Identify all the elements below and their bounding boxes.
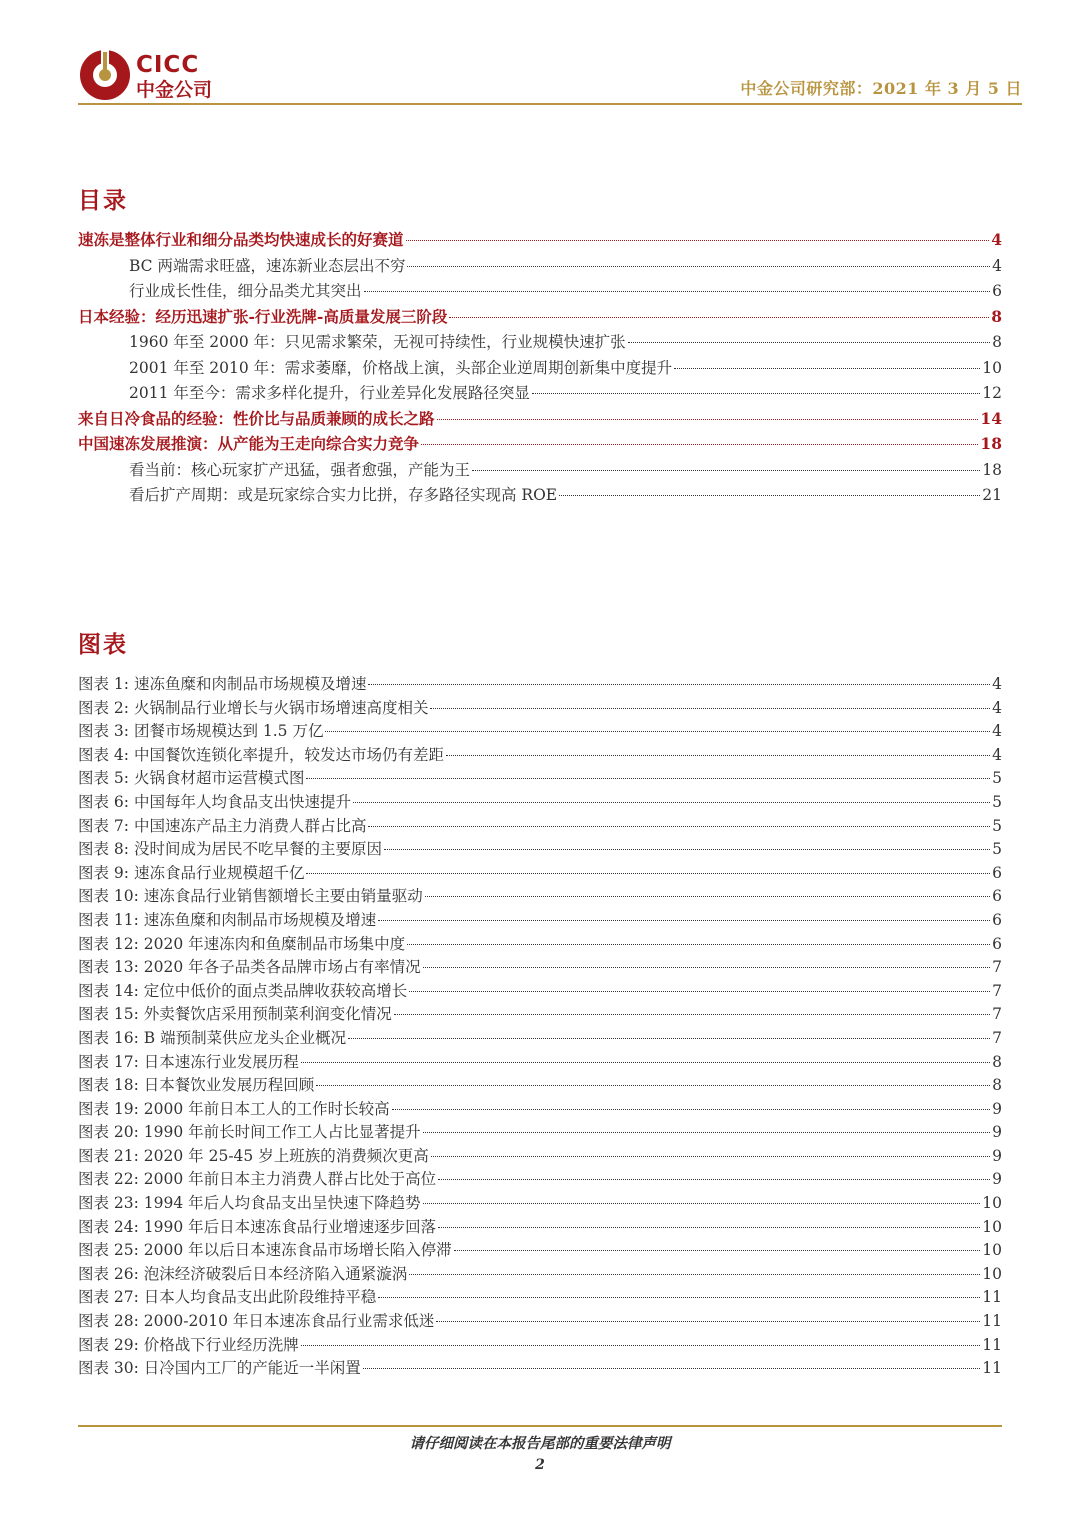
- dot-leader: [449, 317, 989, 318]
- figure-entry-label: 图表 11: 速冻鱼糜和肉制品市场规模及增速: [78, 910, 377, 929]
- dot-leader: [368, 826, 990, 827]
- toc-subsection-entry[interactable]: [78, 483, 1002, 509]
- figure-entry[interactable]: [78, 932, 1002, 956]
- dot-leader: [378, 920, 990, 921]
- figure-entry[interactable]: [78, 743, 1002, 767]
- figure-entry-label: 图表 13: 2020 年各子品类各品牌市场占有率情况: [78, 958, 421, 977]
- toc-section-entry[interactable]: [78, 305, 1002, 331]
- figure-entry-label: 图表 21: 2020 年 25-45 岁上班族的消费频次更高: [78, 1146, 429, 1165]
- figure-entry[interactable]: [78, 1333, 1002, 1357]
- figure-entry-page: 11: [982, 1359, 1002, 1378]
- dot-leader: [532, 393, 980, 394]
- dot-leader: [436, 1321, 980, 1322]
- toc-entry-label: BC 两端需求旺盛，速冻新业态层出不穷: [129, 256, 406, 275]
- figure-entry-label: 图表 10: 速冻食品行业销售额增长主要由销量驱动: [78, 887, 423, 906]
- dot-leader: [306, 873, 990, 874]
- toc-subsection-entry[interactable]: [78, 381, 1002, 407]
- toc-section-entry[interactable]: [78, 228, 1002, 254]
- toc-entry-page: 10: [982, 358, 1002, 377]
- toc-subsection-entry[interactable]: [78, 279, 1002, 305]
- figure-entry[interactable]: [78, 672, 1002, 696]
- figure-entry[interactable]: [78, 1215, 1002, 1239]
- toc-section-entry[interactable]: [78, 432, 1002, 458]
- figure-entry-page: 5: [992, 816, 1002, 835]
- dot-leader: [407, 944, 990, 945]
- logo-text-en: CICC: [136, 52, 200, 78]
- toc-entry-label: 中国速冻发展推演：从产能为王走向综合实力竞争: [78, 434, 420, 453]
- toc-entry-page: 4: [991, 230, 1002, 249]
- toc-subsection-entry[interactable]: [78, 458, 1002, 484]
- toc-subsection-entry[interactable]: [78, 330, 1002, 356]
- dot-leader: [438, 1179, 990, 1180]
- figures-title: 图表: [78, 631, 128, 658]
- figure-entry-label: 图表 14: 定位中低价的面点类品牌收获较高增长: [78, 981, 408, 1000]
- figure-entry-page: 9: [992, 1170, 1002, 1189]
- dot-leader: [674, 368, 980, 369]
- dot-leader: [394, 1014, 990, 1015]
- figure-entry-label: 图表 17: 日本速冻行业发展历程: [78, 1052, 299, 1071]
- dot-leader: [348, 1038, 990, 1039]
- figure-entry[interactable]: [78, 1191, 1002, 1215]
- figure-entry-label: 图表 22: 2000 年前日本主力消费人群占比处于高位: [78, 1170, 437, 1189]
- dot-leader: [301, 1345, 980, 1346]
- figure-entry-page: 5: [992, 840, 1002, 859]
- figure-entry[interactable]: [78, 1050, 1002, 1074]
- toc-title: 目录: [78, 187, 128, 214]
- dot-leader: [423, 1203, 981, 1204]
- figure-entry-label: 图表 7: 中国速冻产品主力消费人群占比高: [78, 816, 367, 835]
- dot-leader: [438, 1227, 980, 1228]
- dot-leader: [437, 419, 979, 420]
- figure-entry-page: 11: [982, 1335, 1002, 1354]
- figure-entry-page: 4: [992, 675, 1002, 693]
- dot-leader: [628, 342, 990, 343]
- footer-divider: [78, 1425, 1002, 1427]
- dot-leader: [430, 708, 990, 709]
- dot-leader: [409, 1274, 980, 1275]
- figure-entry-page: 10: [982, 1194, 1002, 1213]
- figure-entry-label: 图表 1: 速冻鱼糜和肉制品市场规模及增速: [78, 675, 367, 693]
- cicc-logo: [78, 48, 228, 104]
- figure-entry-label: 图表 30: 日冷国内工厂的产能近一半闲置: [78, 1359, 361, 1378]
- figure-entry-label: 图表 15: 外卖餐饮店采用预制菜利润变化情况: [78, 1005, 392, 1024]
- figure-entry-label: 图表 4: 中国餐饮连锁化率提升，较发达市场仍有差距: [78, 745, 444, 764]
- dot-leader: [368, 684, 990, 685]
- figure-entry-label: 图表 25: 2000 年以后日本速冻食品市场增长陷入停滞: [78, 1241, 452, 1260]
- toc-section-entry[interactable]: [78, 407, 1002, 433]
- figure-entry-page: 10: [982, 1241, 1002, 1260]
- figure-entry-label: 图表 3: 团餐市场规模达到 1.5 万亿: [78, 722, 324, 741]
- toc-entry-page: 21: [982, 486, 1002, 504]
- toc-entry-label: 2011 年至今：需求多样化提升，行业差异化发展路径突显: [129, 384, 530, 402]
- dot-leader: [384, 849, 990, 850]
- figure-entry[interactable]: [78, 979, 1002, 1003]
- toc-entry-page: 8: [992, 333, 1002, 351]
- figure-entry-page: 4: [992, 722, 1002, 741]
- figure-entry-label: 图表 27: 日本人均食品支出此阶段维持平稳: [78, 1288, 377, 1307]
- figure-entry-page: 7: [992, 958, 1002, 977]
- figure-entry-page: 7: [992, 981, 1002, 1000]
- figure-entry[interactable]: [78, 955, 1002, 979]
- page-number: 2: [535, 1457, 545, 1473]
- dot-leader: [325, 731, 990, 732]
- toc-entry-label: 看后扩产周期：或是玩家综合实力比拼，存多路径实现高 ROE: [129, 486, 558, 504]
- figure-entry[interactable]: [78, 1002, 1002, 1026]
- figure-entry-page: 6: [992, 910, 1002, 929]
- toc-entry-label: 速冻是整体行业和细分品类均快速成长的好赛道: [78, 230, 404, 249]
- toc-entry-label: 日本经验：经历迅速扩张-行业洗牌-高质量发展三阶段: [78, 306, 448, 326]
- figure-entry[interactable]: [78, 837, 1002, 861]
- figure-entry[interactable]: [78, 1262, 1002, 1286]
- figure-entry-page: 6: [992, 887, 1002, 906]
- dot-leader: [407, 266, 990, 267]
- toc-subsection-entry[interactable]: [78, 254, 1002, 280]
- figure-entry[interactable]: [78, 1120, 1002, 1144]
- figure-entry[interactable]: [78, 766, 1002, 790]
- dot-leader: [364, 291, 991, 292]
- figure-entry-label: 图表 12: 2020 年速冻肉和鱼糜制品市场集中度: [78, 934, 406, 953]
- toc-entry-page: 12: [982, 384, 1002, 402]
- dot-leader: [559, 495, 980, 496]
- figure-entry-label: 图表 18: 日本餐饮业发展历程回顾: [78, 1076, 315, 1095]
- cicc-logo-icon: [78, 48, 132, 102]
- figure-entry-label: 图表 20: 1990 年前长时间工作工人占比显著提升: [78, 1123, 421, 1142]
- figure-entry[interactable]: [78, 1073, 1002, 1097]
- figure-entry-label: 图表 6: 中国每年人均食品支出快速提升: [78, 792, 351, 811]
- toc-entry-label: 行业成长性佳，细分品类尤其突出: [129, 282, 362, 300]
- figure-entry-page: 10: [982, 1217, 1002, 1236]
- figure-entry[interactable]: [78, 1144, 1002, 1168]
- toc-entry-page: 18: [982, 460, 1002, 479]
- figure-entry-label: 图表 19: 2000 年前日本工人的工作时长较高: [78, 1099, 390, 1118]
- figure-entry[interactable]: [78, 814, 1002, 838]
- figure-entry-label: 图表 2: 火锅制品行业增长与火锅市场增速高度相关: [78, 698, 429, 717]
- figure-entry[interactable]: [78, 696, 1002, 720]
- figure-entry-page: 10: [982, 1264, 1002, 1283]
- figure-entry-label: 图表 26: 泡沫经济破裂后日本经济陷入通紧漩涡: [78, 1264, 408, 1283]
- toc-entry-page: 8: [991, 306, 1002, 326]
- figure-entry[interactable]: [78, 1356, 1002, 1380]
- figure-entry-page: 6: [992, 863, 1002, 882]
- figure-entry-page: 6: [992, 934, 1002, 953]
- figure-entry-page: 11: [982, 1312, 1002, 1331]
- dot-leader: [454, 1250, 981, 1251]
- dot-leader: [425, 896, 990, 897]
- figure-entry-page: 7: [992, 1005, 1002, 1024]
- figure-entry[interactable]: [78, 719, 1002, 743]
- dot-leader: [423, 967, 990, 968]
- figure-entry-label: 图表 29: 价格战下行业经历洗牌: [78, 1335, 299, 1354]
- toc-entry-label: 1960 年至 2000 年：只见需求繁荣，无视可持续性，行业规模快速扩张: [129, 333, 626, 351]
- figure-entry-page: 9: [992, 1099, 1002, 1118]
- figure-entry-page: 5: [992, 769, 1002, 788]
- dot-leader: [409, 991, 990, 992]
- figure-entry-label: 图表 5: 火锅食材超市运营模式图: [78, 769, 305, 788]
- figure-entry[interactable]: [78, 1167, 1002, 1191]
- figure-entry-label: 图表 28: 2000-2010 年日本速冻食品行业需求低迷: [78, 1312, 435, 1331]
- figure-entry-label: 图表 24: 1990 年后日本速冻食品行业增速逐步回落: [78, 1217, 437, 1236]
- toc-entry-page: 14: [980, 408, 1002, 428]
- dot-leader: [306, 778, 990, 779]
- figure-entry[interactable]: [78, 1097, 1002, 1121]
- dot-leader: [406, 240, 990, 241]
- figure-entry[interactable]: [78, 1238, 1002, 1262]
- dot-leader: [472, 470, 980, 471]
- figure-entry-label: 图表 23: 1994 年后人均食品支出呈快速下降趋势: [78, 1194, 421, 1213]
- dot-leader: [378, 1297, 980, 1298]
- dot-leader: [446, 755, 990, 756]
- dot-leader: [392, 1109, 990, 1110]
- toc-entry-label: 来自日冷食品的经验：性价比与品质兼顾的成长之路: [78, 408, 435, 428]
- figure-entry-page: 5: [992, 792, 1002, 811]
- figure-entry-label: 图表 9: 速冻食品行业规模超千亿: [78, 863, 305, 882]
- dot-leader: [423, 1132, 990, 1133]
- toc-list: [78, 228, 1002, 509]
- dot-leader: [421, 444, 978, 445]
- figure-entry-page: 7: [992, 1028, 1002, 1047]
- figure-entry-page: 4: [992, 698, 1002, 717]
- logo-text-zh: 中金公司: [136, 79, 213, 101]
- dot-leader: [363, 1368, 980, 1369]
- figure-entry[interactable]: [78, 861, 1002, 885]
- toc-entry-page: 6: [992, 282, 1002, 300]
- page-header: [78, 48, 1022, 104]
- toc-entry-label: 看当前：核心玩家扩产迅猛，强者愈强，产能为王: [129, 460, 471, 479]
- dot-leader: [353, 802, 990, 803]
- header-divider: [78, 103, 1022, 105]
- figure-entry[interactable]: [78, 790, 1002, 814]
- figure-entry-label: 图表 16: B 端预制菜供应龙头企业概况: [78, 1028, 347, 1047]
- figure-entry-page: 8: [992, 1052, 1002, 1071]
- figure-entry[interactable]: [78, 1285, 1002, 1309]
- figures-list: [78, 672, 1002, 1380]
- figure-entry-page: 9: [992, 1123, 1002, 1142]
- figure-entry[interactable]: [78, 1026, 1002, 1050]
- figure-entry[interactable]: [78, 884, 1002, 908]
- figure-entry[interactable]: [78, 1309, 1002, 1333]
- figure-entry-page: 8: [992, 1076, 1002, 1095]
- figure-entry-label: 图表 8: 没时间成为居民不吃早餐的主要原因: [78, 840, 382, 859]
- toc-entry-label: 2001 年至 2010 年：需求萎靡，价格战上演，头部企业逆周期创新集中度提升: [129, 358, 673, 377]
- figure-entry[interactable]: [78, 908, 1002, 932]
- figure-entry-page: 9: [992, 1146, 1002, 1165]
- toc-subsection-entry[interactable]: [78, 356, 1002, 382]
- toc-entry-page: 18: [980, 434, 1002, 453]
- report-date: 中金公司研究部：2021 年 3 月 5 日: [740, 79, 1022, 98]
- toc-entry-page: 4: [992, 256, 1002, 275]
- figure-entry-page: 11: [982, 1288, 1002, 1307]
- dot-leader: [301, 1062, 990, 1063]
- dot-leader: [316, 1085, 990, 1086]
- dot-leader: [431, 1156, 990, 1157]
- figure-entry-page: 4: [992, 745, 1002, 764]
- legal-notice: 请仔细阅读在本报告尾部的重要法律声明: [409, 1435, 671, 1452]
